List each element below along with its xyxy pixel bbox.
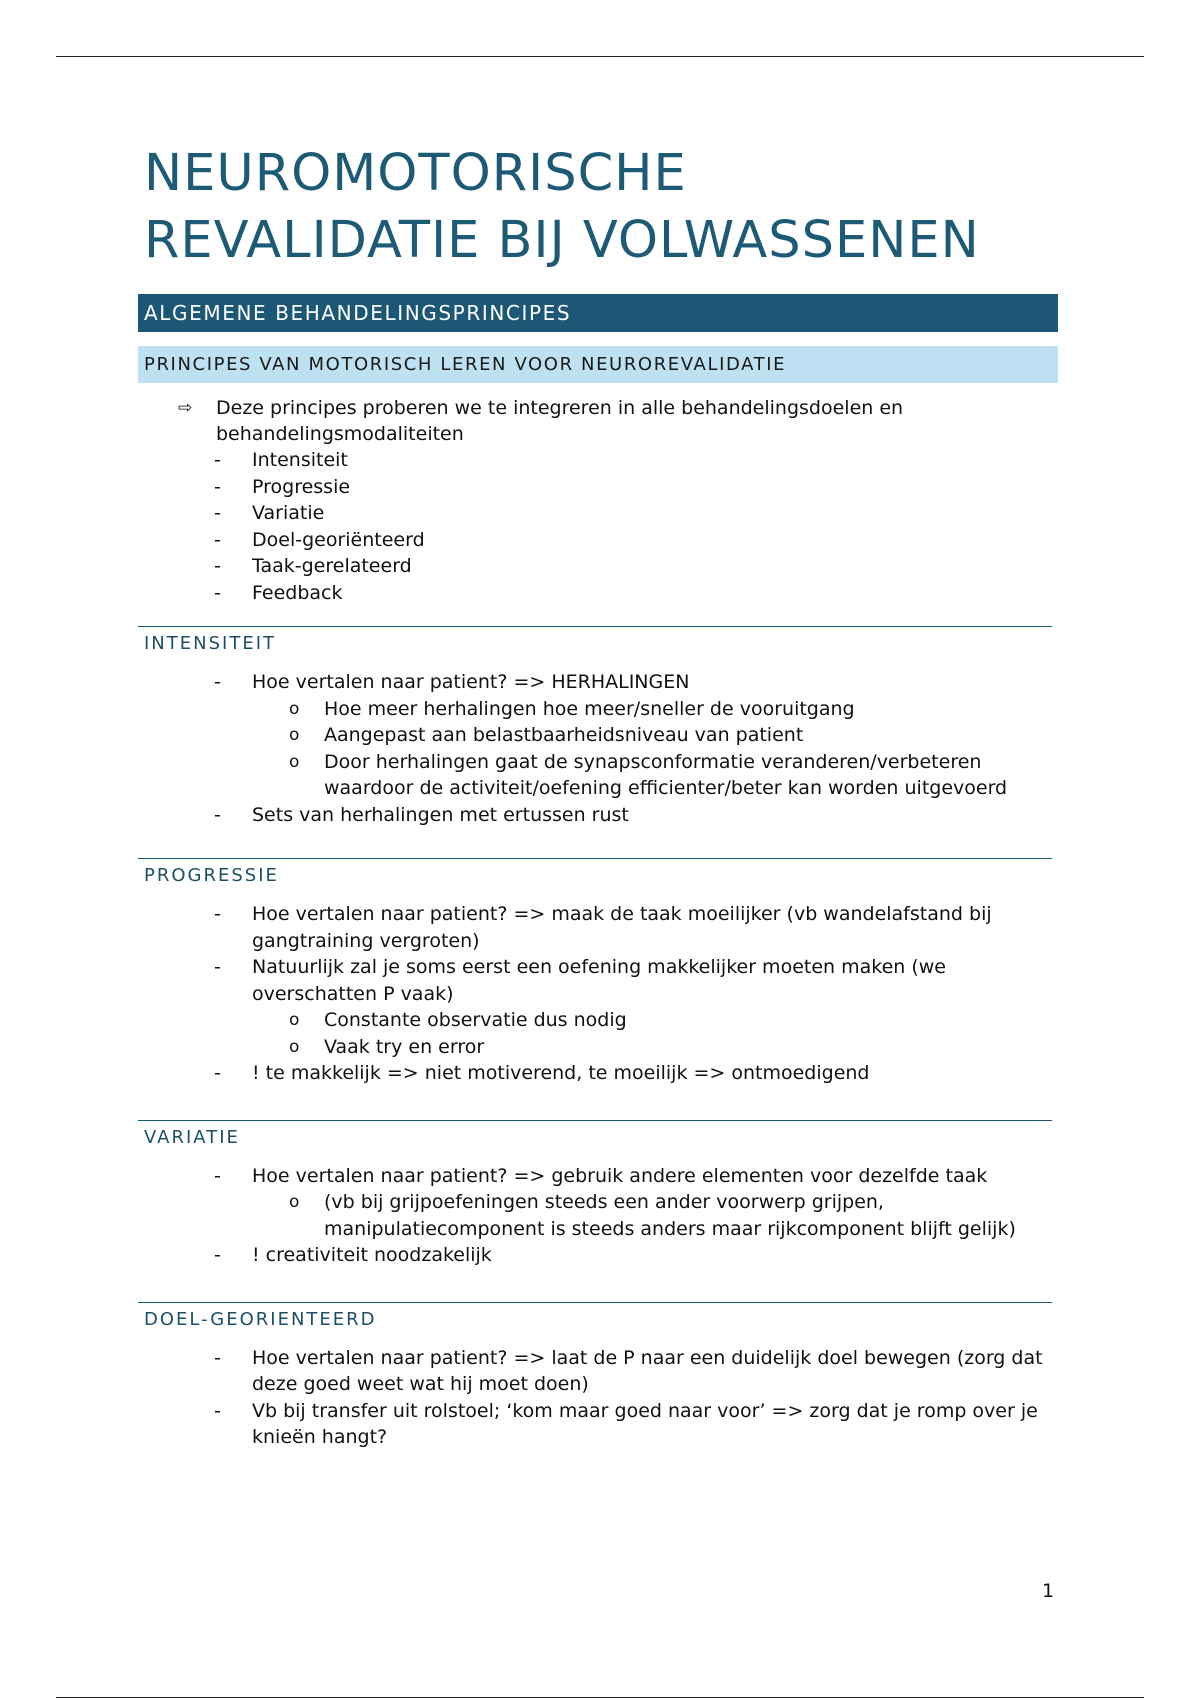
list-item: - Intensiteit bbox=[138, 447, 1058, 474]
top-rule bbox=[56, 56, 1144, 57]
heading-progressie: PROGRESSIE bbox=[138, 858, 1052, 895]
heading-algemene-behandelingsprincipes: ALGEMENE BEHANDELINGSPRINCIPES bbox=[138, 294, 1058, 332]
sub-list-item: o Door herhalingen gaat de synapsconformatie veranderen/verbeteren waardoor de activiteit/oefening efficienter/beter kan worden uitgevoerd bbox=[252, 749, 1058, 802]
document-title bbox=[144, 140, 1058, 274]
list-item: - Variatie bbox=[138, 500, 1058, 527]
sub-list-item: o Vaak try en error bbox=[252, 1034, 1058, 1061]
list-item bbox=[138, 1163, 1058, 1243]
progressie-list bbox=[138, 901, 1058, 1087]
intro-block bbox=[138, 395, 1058, 606]
intro-text: Deze principes proberen we te integreren in alle behandelingsdoelen en behandelingsmodaliteiten bbox=[216, 397, 904, 445]
sub-list bbox=[252, 1007, 1058, 1060]
list-item-text: Hoe vertalen naar patient? => HERHALINGEN bbox=[252, 671, 690, 693]
list-item-text: Hoe vertalen naar patient? => gebruik andere elementen voor dezelfde taak bbox=[252, 1164, 988, 1187]
list-item: - ! te makkelijk => niet motiverend, te moeilijk => ontmoedigend bbox=[138, 1060, 1058, 1087]
intensiteit-list bbox=[138, 669, 1058, 828]
sub-list-item: o Aangepast aan belastbaarheidsniveau van patient bbox=[252, 722, 1058, 749]
bottom-rule bbox=[56, 1697, 1144, 1698]
list-item: - Feedback bbox=[138, 580, 1058, 607]
list-item-text: Natuurlijk zal je soms eerst een oefening makkelijker moeten maken (we overschatten P vaak) bbox=[252, 956, 946, 1005]
sub-list-item: o (vb bij grijpoefeningen steeds een ander voorwerp grijpen, manipulatiecomponent is steeds anders maar rijkcomponent blijft gelijk) bbox=[252, 1189, 1058, 1242]
sub-list-item: o Hoe meer herhalingen hoe meer/sneller de vooruitgang bbox=[252, 696, 1058, 723]
section-doel-georienteerd bbox=[138, 1302, 1058, 1451]
document-body bbox=[138, 140, 1058, 1451]
sub-list-item: o Constante observatie dus nodig bbox=[252, 1007, 1058, 1034]
heading-intensiteit: INTENSITEIT bbox=[138, 626, 1052, 663]
variatie-list bbox=[138, 1163, 1058, 1269]
list-item bbox=[138, 669, 1058, 802]
list-item: - Hoe vertalen naar patient? => laat de P naar een duidelijk doel bewegen (zorg dat deze goed weet wat hij moet doen) bbox=[138, 1345, 1058, 1398]
arrow-icon: ⇨ bbox=[178, 398, 193, 418]
page-number: 1 bbox=[1042, 1580, 1055, 1602]
list-item: - Vb bij transfer uit rolstoel; ‘kom maar goed naar voor’ => zorg dat je romp over je knieën hangt? bbox=[138, 1398, 1058, 1451]
title-line-1: NEUROMOTORISCHE bbox=[144, 144, 687, 203]
heading-principes-motorisch-leren: PRINCIPES VAN MOTORISCH LEREN VOOR NEUROREVALIDATIE bbox=[138, 346, 1058, 383]
sub-list bbox=[252, 1189, 1058, 1242]
list-item bbox=[138, 954, 1058, 1060]
sub-list bbox=[252, 696, 1058, 802]
list-item: - Taak-gerelateerd bbox=[138, 553, 1058, 580]
heading-doel-georienteerd: DOEL-GEORIENTEERD bbox=[138, 1302, 1052, 1339]
section-intensiteit bbox=[138, 626, 1058, 828]
intro-paragraph bbox=[138, 395, 1058, 447]
title-line-2: REVALIDATIE BIJ VOLWASSENEN bbox=[144, 211, 980, 270]
section-progressie bbox=[138, 858, 1058, 1087]
list-item: - Sets van herhalingen met ertussen rust bbox=[138, 802, 1058, 829]
principles-list bbox=[138, 447, 1058, 606]
list-item: - Hoe vertalen naar patient? => maak de taak moeilijker (vb wandelafstand bij gangtraining vergroten) bbox=[138, 901, 1058, 954]
list-item: - Doel-georiënteerd bbox=[138, 527, 1058, 554]
section-variatie bbox=[138, 1120, 1058, 1269]
heading-variatie: VARIATIE bbox=[138, 1120, 1052, 1157]
list-item: - ! creativiteit noodzakelijk bbox=[138, 1242, 1058, 1269]
doel-list bbox=[138, 1345, 1058, 1451]
list-item: - Progressie bbox=[138, 474, 1058, 501]
